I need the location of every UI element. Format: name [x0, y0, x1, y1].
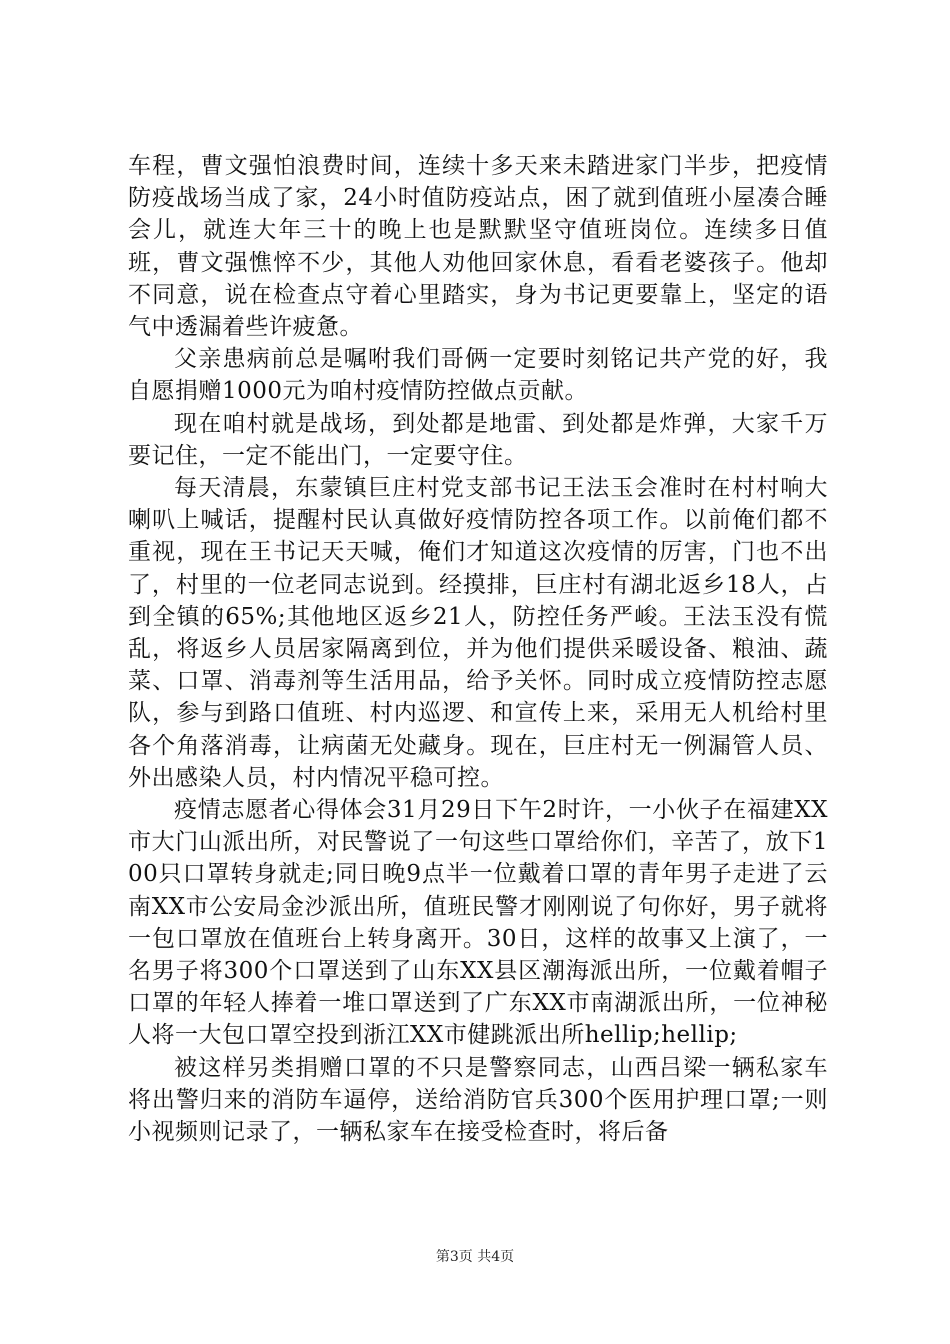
- page-number-footer: 第3页 共4页: [435, 1249, 515, 1265]
- paragraph-1: 车程，曹文强怕浪费时间，连续十多天来未踏进家门半步，把疫情防疫战场当成了家，24小时值防疫站点，困了就到值班小屋凑合睡会儿，就连大年三十的晚上也是默默坚守值班岗位。连续多日值班，曹文强憔悴不少，其他人劝他回家休息，看看老婆孩子。他却不同意，说在检查点守着心里踏实，身为书记更要靠上，坚定的语气中透漏着些许疲惫。: [128, 153, 828, 341]
- paragraph-4: 每天清晨，东蒙镇巨庄村党支部书记王法玉会准时在村村响大喇叭上喊话，提醒村民认真做好疫情防控各项工作。以前俺们都不重视，现在王书记天天喊，俺们才知道这次疫情的厉害，门也不出了，村里的一位老同志说到。经摸排，巨庄村有湖北返乡18人，占到全镇的65%;其他地区返乡21人，防控任务严峻。王法玉没有慌乱，将返乡人员居家隔离到位，并为他们提供采暖设备、粮油、蔬菜、口罩、消毒剂等生活用品，给予关怀。同时成立疫情防控志愿队，参与到路口值班、村内巡逻、和宣传上来，采用无人机给村里各个角落消毒，让病菌无处藏身。现在，巨庄村无一例漏管人员、外出感染人员，村内情况平稳可控。: [128, 475, 828, 791]
- paragraph-3: 现在咱村就是战场，到处都是地雷、到处都是炸弹，大家千万要记住，一定不能出门，一定要守住。: [128, 410, 828, 469]
- paragraph-5: 疫情志愿者心得体会31月29日下午2时许，一小伙子在福建XX市大门山派出所，对民警说了一句这些口罩给你们，辛苦了，放下100只口罩转身就走;同日晚9点半一位戴着口罩的青年男子走进了云南XX市公安局金沙派出所，值班民警才刚刚说了句你好，男子就将一包口罩放在值班台上转身离开。30日，这样的故事又上演了，一名男子将300个口罩送到了山东XX县区潮海派出所，一位戴着帽子口罩的年轻人捧着一堆口罩送到了广东XX市南湖派出所，一位神秘人将一大包口罩空投到浙江XX市健跳派出所hellip;hellip;: [128, 797, 828, 1049]
- paragraph-6: 被这样另类捐赠口罩的不只是警察同志，山西吕梁一辆私家车将出警归来的消防车逼停，送给消防官兵300个医用护理口罩;一则小视频则记录了，一辆私家车在接受检查时，将后备: [128, 1054, 828, 1146]
- document-body: [128, 150, 828, 1148]
- paragraph-2: 父亲患病前总是嘱咐我们哥俩一定要时刻铭记共产党的好，我自愿捐赠1000元为咱村疫情防控做点贡献。: [128, 346, 828, 405]
